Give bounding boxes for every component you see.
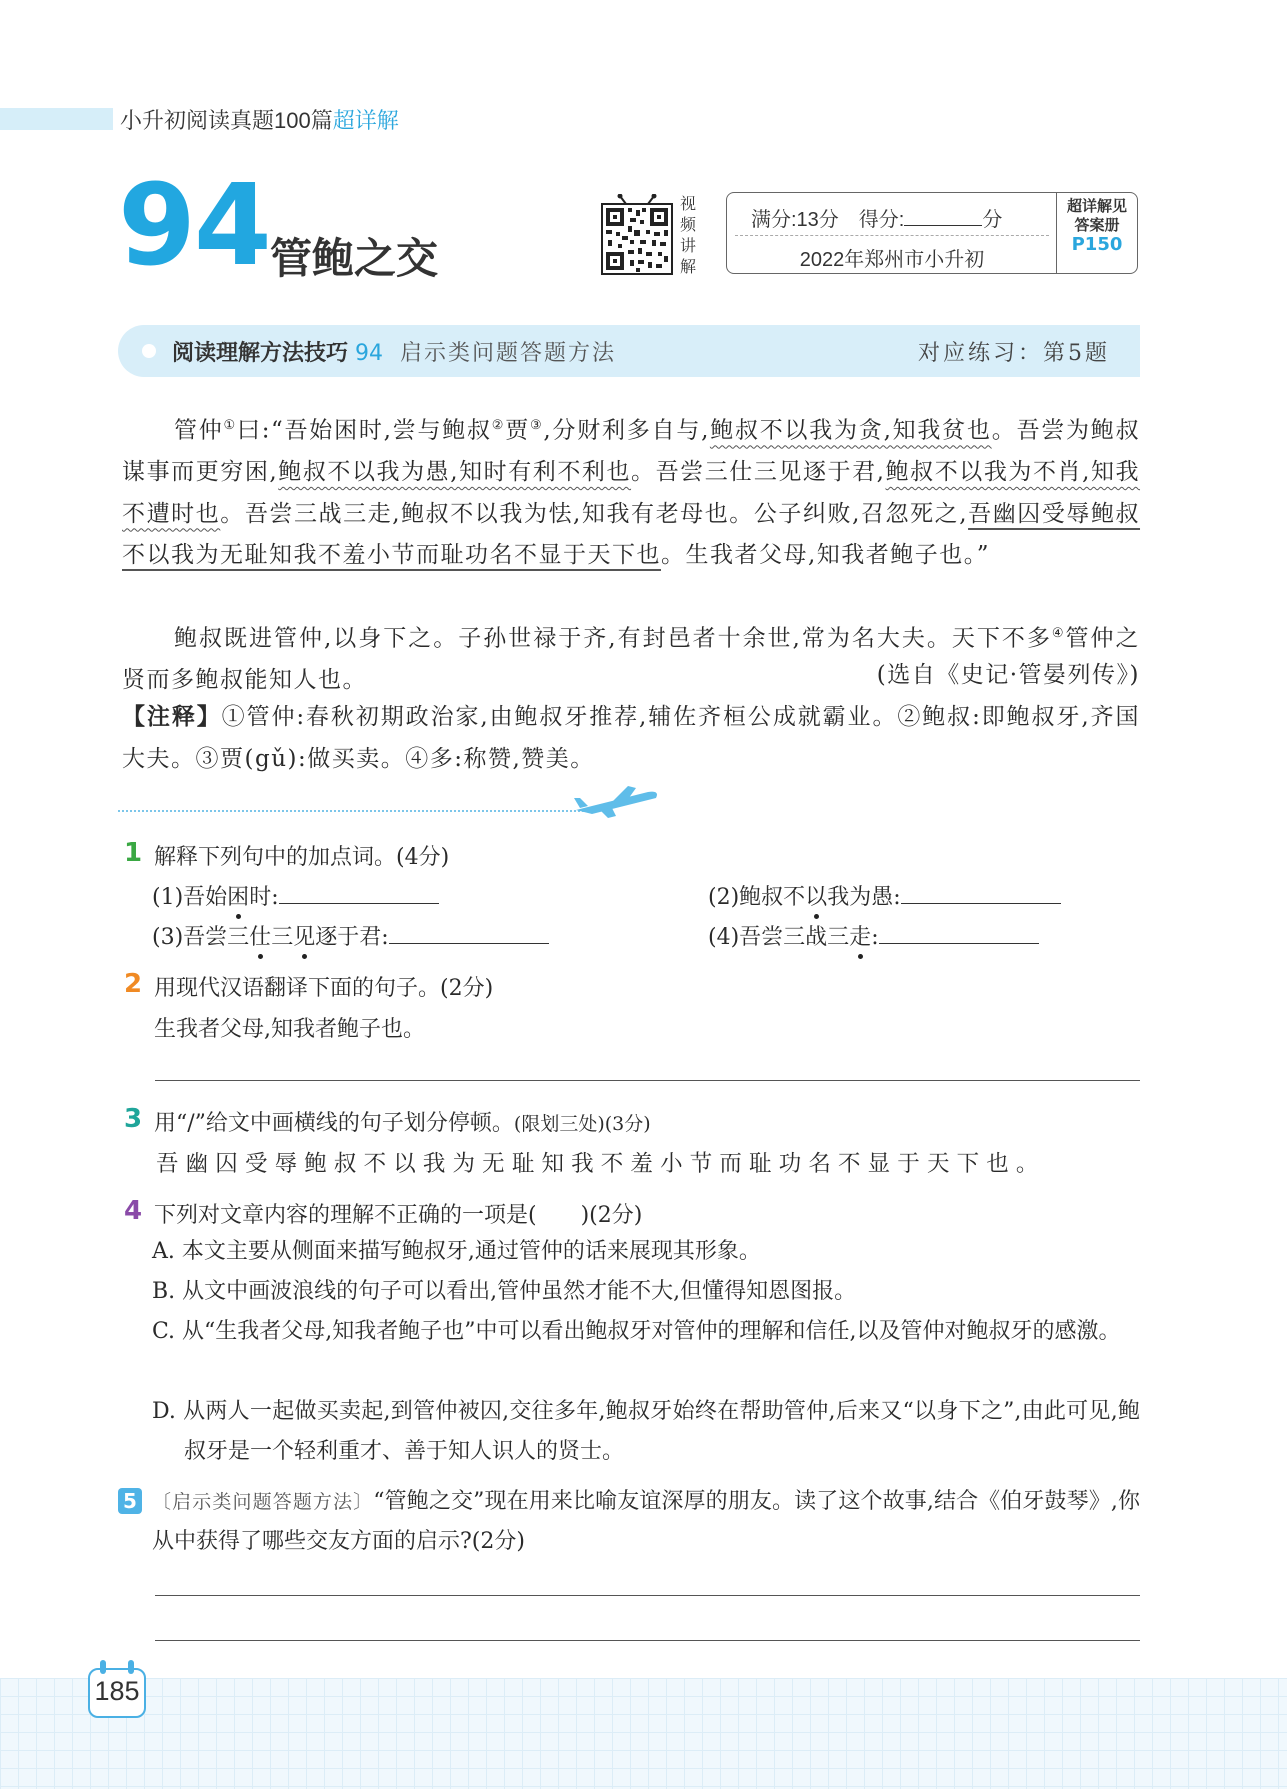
answer-blank[interactable] [389, 923, 549, 944]
answer-line[interactable] [155, 1595, 1140, 1596]
underlined-sentence: 吾幽囚受辱鲍叔不以我为无耻知我不羞小节而耻功名不显于天下也 [122, 500, 1141, 569]
lesson-number: 94 [118, 161, 270, 291]
question-2-text: 用现代汉语翻译下面的句子。(2分) [154, 976, 494, 1001]
header-band [0, 108, 113, 130]
method-topic: 启示类问题答题方法 [400, 341, 617, 366]
question-5-tag: 〔启示类问题答题方法〕 [152, 1491, 374, 1513]
passage-paragraph-1: 管仲①曰:“吾始困时,尝与鲍叔②贾③,分财利多自与,鲍叔不以我为贪,知我贫也。吾尝为鲍叔谋事而更穷困,鲍叔不以我为愚,知时有利不利也。吾尝三仕三见逐于君,鲍叔不以我为不肖,知我不遭时也。吾尝三战三走,鲍叔不以我为怯,知我有老母也。公子纠败,召忽死之,吾幽囚受辱鲍叔不以我为无耻知我不羞小节而耻功名不显于天下也。生我者父母,知我者鲍子也。” [122, 417, 1141, 569]
footer-grid [0, 1678, 1287, 1789]
method-number: 94 [355, 341, 384, 366]
score-blank[interactable] [904, 207, 982, 226]
question-4-number: 4 [124, 1196, 143, 1226]
wavy-underlined-sentence: 鲍叔不以我为愚,知时有利不利也 [278, 459, 632, 486]
answer-blank[interactable] [279, 883, 439, 904]
passage-paragraph-2: 鲍叔既进管仲,以身下之。子孙世禄于齐,有封邑者十余世,常为名大夫。天下不多④管仲之贤而多鲍叔能知人也。 [122, 625, 1141, 694]
option-c[interactable]: C. 从“生我者父母,知我者鲍子也”中可以看出鲍叔牙对管仲的理解和信任,以及管仲对鲍叔牙的感激。 [152, 1319, 1121, 1344]
question-3-sentence: 吾 幽 囚 受 辱 鲍 叔 不 以 我 为 无 耻 知 我 不 羞 小 节 而 耻 功 名 不 显 于 天 下 也 。 [156, 1151, 1039, 1177]
answer-blank[interactable] [879, 923, 1039, 944]
airplane-icon [572, 784, 662, 820]
option-d[interactable]: D. 从两人一起做买卖起,到管仲被囚,交往多年,鲍叔牙始终在帮助管仲,后来又“以身下之”,由此可见,鲍叔牙是一个轻利重才、善于知人识人的贤士。 [152, 1399, 1140, 1464]
method-banner [118, 325, 1140, 377]
method-label: 阅读理解方法技巧 [172, 341, 349, 366]
series-highlight: 超详解 [332, 108, 399, 133]
qr-label: 视 频 讲 解 [680, 194, 697, 276]
question-1-item-3: (3)吾尝三仕三见逐于君: [152, 920, 549, 951]
score-line: 满分:13分 得分: 分 [751, 209, 1003, 231]
answer-reference: 超详解见 答案册 P150 [1057, 197, 1137, 254]
question-4-text: 下列对文章内容的理解不正确的一项是( )(2分) [154, 1203, 643, 1228]
qr-code-icon[interactable] [600, 194, 674, 276]
question-1-item-1: (1)吾始困时: [152, 880, 439, 911]
answer-line[interactable] [155, 1640, 1140, 1641]
question-3-number: 3 [124, 1104, 143, 1134]
wavy-underlined-sentence: 鲍叔不以我为贪,知我贫也 [709, 417, 992, 444]
page-number: 185 [94, 1676, 140, 1706]
passage-source: (选自《史记·管晏列传》) [876, 662, 1140, 688]
question-3-text: 用“/”给文中画横线的句子划分停顿。(限划三处)(3分) [154, 1111, 651, 1136]
bullet-icon [142, 344, 156, 358]
option-b[interactable]: B. 从文中画波浪线的句子可以看出,管仲虽然才能不大,但懂得知恩图报。 [152, 1279, 857, 1304]
practice-ref: 对应练习：第5题 [918, 341, 1110, 366]
answer-blank[interactable] [901, 883, 1061, 904]
question-2-number: 2 [124, 969, 143, 999]
lesson-title: 管鲍之交 [270, 234, 439, 283]
answer-line[interactable] [155, 1080, 1140, 1081]
question-1-number: 1 [124, 838, 143, 868]
annotation-label: 【注释】 [122, 704, 222, 730]
question-5-text: 〔启示类问题答题方法〕“管鲍之交”现在用来比喻友谊深厚的朋友。读了这个故事,结合《伯牙鼓琴》,你从中获得了哪些交友方面的启示?(2分) [152, 1489, 1140, 1554]
option-a[interactable]: A. 本文主要从侧面来描写鲍叔牙,通过管仲的话来展现其形象。 [152, 1239, 761, 1264]
question-1-item-4: (4)吾尝三战三走: [708, 920, 1039, 951]
question-5-number: 5 [118, 1488, 142, 1514]
exam-source: 2022年郑州市小升初 [799, 249, 985, 271]
wavy-underlined-sentence: 鲍叔不以我为不肖,知我不遭时也 [122, 459, 1141, 527]
annotation: 【注释】①管仲:春秋初期政治家,由鲍叔牙推荐,辅佐齐桓公成就霸业。②鲍叔:即鲍叔牙,齐国大夫。③贾(gǔ):做买卖。④多:称赞,赞美。 [122, 704, 1141, 772]
question-2-sentence: 生我者父母,知我者鲍子也。 [154, 1017, 425, 1042]
score-box [726, 192, 1138, 274]
section-divider [118, 810, 588, 812]
answer-page: P150 [1071, 234, 1123, 255]
question-1-text: 解释下列句中的加点词。(4分) [154, 845, 450, 870]
question-1-item-2: (2)鲍叔不以我为愚: [708, 880, 1061, 911]
series-title: 小升初阅读真题100篇超详解 [120, 108, 399, 133]
